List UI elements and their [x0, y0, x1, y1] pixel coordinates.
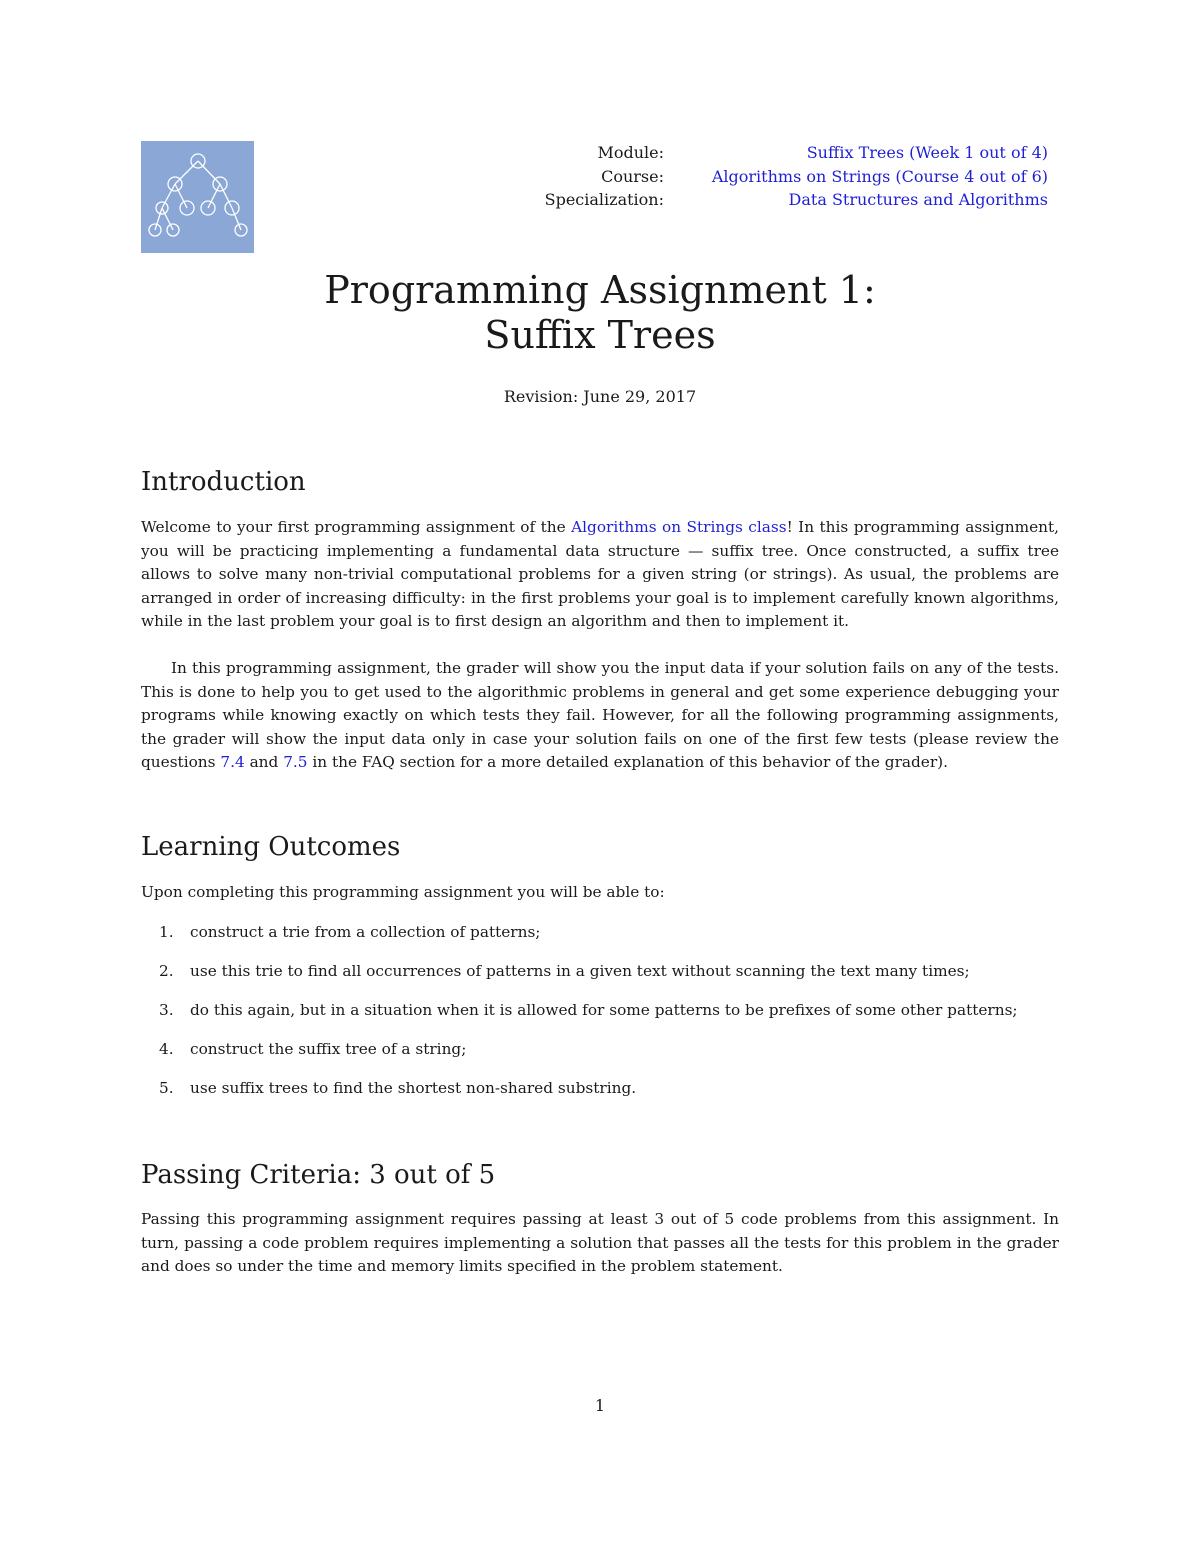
meta-row-course: [520, 165, 1048, 189]
list-item: [141, 999, 1059, 1023]
introduction-heading: Introduction: [141, 467, 306, 497]
text: ! In this programming assignment, you will be practicing implementing a fundamental data structure — suffix tree. Once constructed, a suffix tree allows to solve many non-trivial computational problems for a given string (or strings). As usual, the problems are arranged in order of increasing difficulty: in the first problems your goal is to implement carefully known algorithms, while in the last problem your goal is to first design an algorithm and then to implement it.: [141, 518, 1059, 630]
passing-criteria-paragraph: Passing this programming assignment requires passing at least 3 out of 5 code problems from this assignment. In turn, passing a code problem requires implementing a solution that passes all the tests for this problem in the grader and does so under the time and memory limits specified in the problem statement.: [141, 1210, 1059, 1275]
meta-row-module: [520, 141, 1048, 165]
list-item-number: 2.: [159, 962, 174, 980]
course-metadata: [520, 141, 1048, 212]
faq-7-4-link[interactable]: 7.4: [220, 753, 245, 771]
revision-date: Revision: June 29, 2017: [503, 387, 697, 406]
meta-row-specialization: [520, 188, 1048, 212]
faq-7-5-link[interactable]: 7.5: [283, 753, 308, 771]
specialization-link[interactable]: Data Structures and Algorithms: [788, 190, 1048, 209]
algorithms-on-strings-link[interactable]: Algorithms on Strings class: [571, 518, 787, 536]
page-number: 1: [594, 1396, 606, 1415]
meta-key: Module:: [597, 143, 664, 162]
list-item: [141, 960, 1059, 984]
passing-criteria-heading: Passing Criteria: 3 out of 5: [141, 1160, 496, 1190]
title-line-1: Programming Assignment 1:: [324, 268, 876, 312]
list-item-text: do this again, but in a situation when it is allowed for some patterns to be prefixes of some other patterns;: [190, 1001, 1018, 1019]
list-item: [141, 1077, 1059, 1101]
list-item-number: 5.: [159, 1079, 174, 1097]
list-item-text: construct the suffix tree of a string;: [190, 1040, 467, 1058]
list-item-number: 3.: [159, 1001, 174, 1019]
introduction-paragraph-2: [141, 657, 1059, 775]
list-item-text: use suffix trees to find the shortest non-shared substring.: [190, 1079, 637, 1097]
text: Welcome to your first programming assignment of the: [141, 518, 572, 536]
text: and: [244, 753, 284, 771]
module-link[interactable]: Suffix Trees (Week 1 out of 4): [806, 143, 1048, 162]
learning-outcomes-heading: Learning Outcomes: [141, 832, 401, 862]
title-line-2: Suffix Trees: [484, 313, 716, 357]
list-item: [141, 921, 1059, 945]
learning-outcomes-intro: Upon completing this programming assignment you will be able to:: [141, 883, 665, 901]
list-item: [141, 1038, 1059, 1062]
meta-key: Course:: [601, 166, 664, 186]
learning-outcomes-list: [141, 921, 1059, 1116]
text: in the FAQ section for a more detailed explanation of this behavior of the grader).: [307, 753, 949, 771]
list-item-text: construct a trie from a collection of patterns;: [190, 923, 541, 941]
text: In this programming assignment, the grader will show you the input data if your solution fails on any of the tests. This is done to help you to get used to the algorithmic problems in general and get some experience debugging your programs while knowing exactly on which tests they fail. However, for all the following programming assignments, the grader will show the input data only in case your solution fails on one of the first few tests (please review the questions: [141, 659, 1059, 771]
introduction-paragraph-1: [141, 516, 1059, 634]
page-title: [0, 268, 1200, 358]
suffix-tree-logo-icon: [141, 141, 254, 253]
meta-key: Specialization:: [544, 190, 664, 209]
list-item-number: 1.: [159, 923, 174, 941]
list-item-text: use this trie to find all occurrences of patterns in a given text without scanning the text many times;: [190, 962, 970, 980]
list-item-number: 4.: [159, 1040, 174, 1058]
course-link[interactable]: Algorithms on Strings (Course 4 out of 6): [711, 166, 1048, 186]
